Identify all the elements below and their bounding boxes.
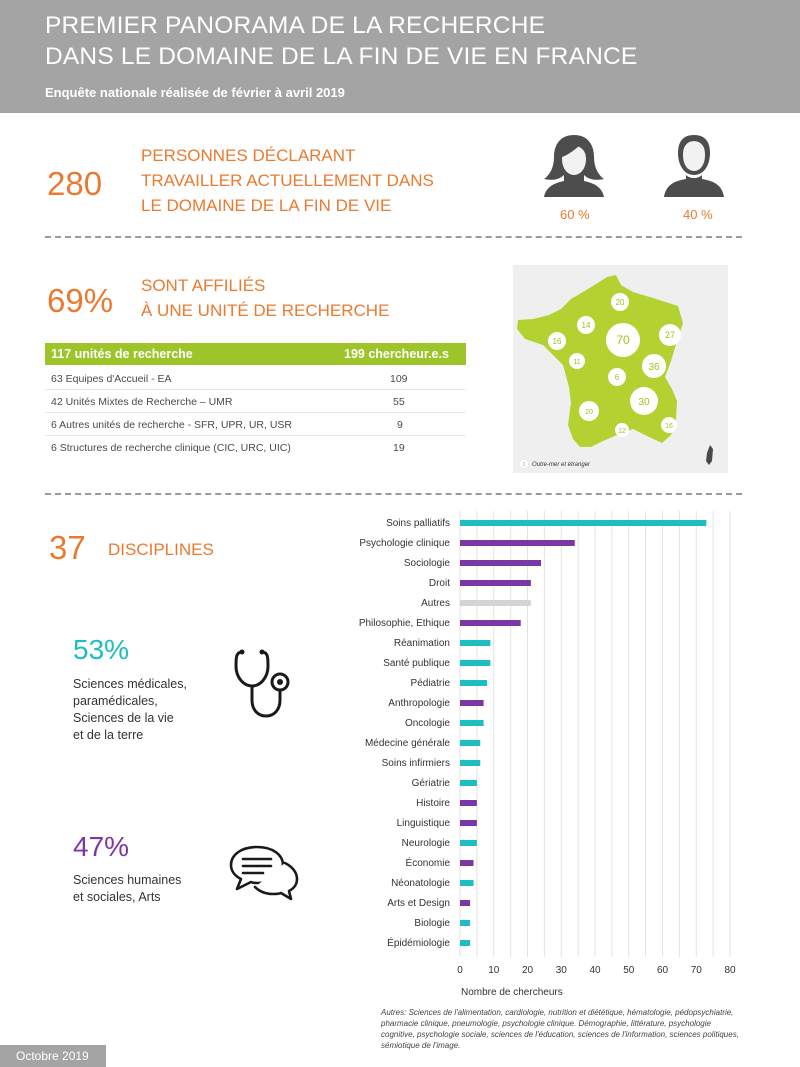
category-label: Linguistique xyxy=(396,818,450,829)
bar xyxy=(460,580,531,586)
category-label: Épidémiologie xyxy=(387,938,450,949)
category-label: Pédiatrie xyxy=(410,678,450,689)
persons-line-2: TRAVAILLER ACTUELLEMENT DANS xyxy=(141,171,434,190)
persons-description xyxy=(141,143,434,218)
unit-value: 55 xyxy=(393,396,405,408)
category-label: Médecine générale xyxy=(364,738,450,749)
category-label: Soins infirmiers xyxy=(381,758,450,769)
bar xyxy=(460,720,484,726)
region-value: 20 xyxy=(615,298,625,307)
category-label: Psychologie clinique xyxy=(359,538,450,549)
units-header-left: 117 unités de recherche xyxy=(51,347,193,361)
tick-label: 50 xyxy=(623,965,635,976)
unit-label: 6 Structures de recherche clinique (CIC, URC, UIC) xyxy=(51,442,291,454)
tick-label: 30 xyxy=(555,965,567,976)
bar xyxy=(460,840,477,846)
bar xyxy=(460,600,531,606)
table-row xyxy=(45,392,466,413)
footer-date-badge xyxy=(0,1045,106,1067)
unit-value: 109 xyxy=(390,373,408,385)
woman-icon xyxy=(540,131,608,197)
region-value: 27 xyxy=(664,330,676,340)
category-label: Sociologie xyxy=(403,558,450,569)
bar xyxy=(460,740,480,746)
category-label: Philosophie, Ethique xyxy=(358,618,450,629)
bar xyxy=(460,920,470,926)
disciplines-bar-chart xyxy=(330,505,750,1005)
medical-sciences-line: Sciences de la vie xyxy=(73,711,174,725)
persons-line-3: LE DOMAINE DE LA FIN DE VIE xyxy=(141,196,392,215)
category-label: Anthropologie xyxy=(388,698,450,709)
bar xyxy=(460,760,480,766)
stethoscope-icon xyxy=(230,646,294,720)
tick-label: 20 xyxy=(521,965,534,976)
region-value: 12 xyxy=(618,428,626,435)
bar xyxy=(460,520,706,526)
region-value: 16 xyxy=(552,337,562,346)
category-label: Néonatologie xyxy=(391,878,450,889)
medical-sciences-label xyxy=(73,676,187,744)
units-table-header xyxy=(45,343,466,365)
unit-label: 63 Equipes d'Accueil - EA xyxy=(51,373,172,385)
bar xyxy=(460,680,487,686)
persons-line-1: PERSONNES DÉCLARANT xyxy=(141,146,356,165)
chart-bars xyxy=(460,520,706,946)
bar xyxy=(460,540,575,546)
chart-x-axis-label: Nombre de chercheurs xyxy=(461,987,563,998)
region-value: 16 xyxy=(665,423,673,430)
human-sciences-label xyxy=(73,872,181,906)
chart-gridlines xyxy=(460,511,730,957)
outremer-label: Outre-mer et étranger xyxy=(532,462,591,468)
category-label: Histoire xyxy=(416,798,450,809)
medical-sciences-line: et de la terre xyxy=(73,728,144,742)
france-map xyxy=(513,265,728,473)
category-label: Neurologie xyxy=(401,838,450,849)
persons-count: 280 xyxy=(47,165,103,202)
tick-label: 10 xyxy=(488,965,500,976)
title-line-1: PREMIER PANORAMA DE LA RECHERCHE xyxy=(45,12,546,39)
unit-value: 9 xyxy=(397,419,403,431)
title-line-2: DANS LE DOMAINE DE LA FIN DE VIE EN FRANCE xyxy=(45,43,638,70)
human-sciences-line: Sciences humaines xyxy=(73,873,182,887)
page-subtitle: Enquête nationale réalisée de février à avril 2019 xyxy=(45,85,345,100)
bar xyxy=(460,880,474,886)
tick-label: 60 xyxy=(656,965,669,976)
unit-label: 42 Unités Mixtes de Recherche – UMR xyxy=(51,396,233,408)
category-label: Oncologie xyxy=(404,718,450,729)
bar xyxy=(460,860,474,866)
corsica-shape xyxy=(706,445,713,465)
medical-sciences-line: paramédicales, xyxy=(73,694,158,708)
bar xyxy=(460,660,490,666)
chart-x-ticks xyxy=(457,965,736,976)
bar xyxy=(460,780,477,786)
bar xyxy=(460,800,477,806)
medical-sciences-percentage: 53% xyxy=(73,634,130,665)
section-divider xyxy=(45,493,742,495)
medical-sciences-line: Sciences médicales, xyxy=(73,677,187,691)
category-label: Économie xyxy=(405,858,450,869)
footer-date: Octobre 2019 xyxy=(16,1049,89,1063)
bar xyxy=(460,820,477,826)
region-value: 20 xyxy=(585,409,593,416)
table-row xyxy=(45,438,466,458)
unit-label: 6 Autres unités de recherche - SFR, UPR, UR, USR xyxy=(51,419,293,431)
units-header-right: 199 chercheur.e.s xyxy=(344,347,449,361)
human-sciences-percentage: 47% xyxy=(73,831,130,862)
region-value: 11 xyxy=(573,359,581,366)
region-value: 70 xyxy=(616,333,630,347)
region-value: 14 xyxy=(581,321,591,330)
france-map-graphic xyxy=(513,265,728,473)
tick-label: 0 xyxy=(457,965,463,976)
outremer-value: 2 xyxy=(522,462,526,468)
tick-label: 40 xyxy=(589,965,601,976)
affiliation-line-2: À UNE UNITÉ DE RECHERCHE xyxy=(141,301,390,320)
category-label: Autres xyxy=(421,598,450,609)
speech-bubbles-icon xyxy=(227,843,301,901)
disciplines-label: DISCIPLINES xyxy=(108,540,214,559)
tick-label: 80 xyxy=(724,965,736,976)
bar xyxy=(460,560,541,566)
affiliation-description xyxy=(141,273,389,323)
female-percentage: 60 % xyxy=(560,207,590,222)
unit-value: 19 xyxy=(393,442,405,454)
category-label: Réanimation xyxy=(393,638,450,649)
man-icon xyxy=(660,131,728,197)
disciplines-count: 37 xyxy=(49,529,86,566)
bar xyxy=(460,640,490,646)
section-divider xyxy=(45,236,742,238)
category-label: Santé publique xyxy=(383,658,450,669)
bar xyxy=(460,940,470,946)
category-label: Droit xyxy=(428,578,450,589)
bar xyxy=(460,900,470,906)
male-percentage: 40 % xyxy=(683,207,713,222)
chart-category-labels xyxy=(359,518,451,949)
others-footnote: Autres: Sciences de l'alimentation, cardiologie, nutrition et diététique, hématologie, pédopsychiatrie, pharmacie clinique, pneumologie, psychologie clinique. Démographie, littérature, psychologie cognitive, psychologie sociale, sciences de l'éducation, sciences de l'information, sciences politiques, sémiotique de l'image. xyxy=(381,1008,739,1050)
bar xyxy=(460,620,521,626)
region-value: 30 xyxy=(638,397,650,408)
category-label: Arts et Design xyxy=(387,898,450,909)
affiliation-line-1: SONT AFFILIÉS xyxy=(141,276,266,295)
category-label: Soins palliatifs xyxy=(386,518,450,529)
table-row xyxy=(45,369,466,390)
category-label: Gériatrie xyxy=(411,778,450,789)
page-title xyxy=(45,10,637,72)
bar xyxy=(460,700,484,706)
tick-label: 70 xyxy=(690,965,702,976)
header-banner xyxy=(0,0,800,113)
affiliation-percentage: 69% xyxy=(47,282,114,319)
region-value: 36 xyxy=(648,362,660,373)
region-value: 6 xyxy=(614,373,620,382)
table-row xyxy=(45,415,466,436)
human-sciences-line: et sociales, Arts xyxy=(73,890,161,904)
category-label: Biologie xyxy=(414,918,450,929)
